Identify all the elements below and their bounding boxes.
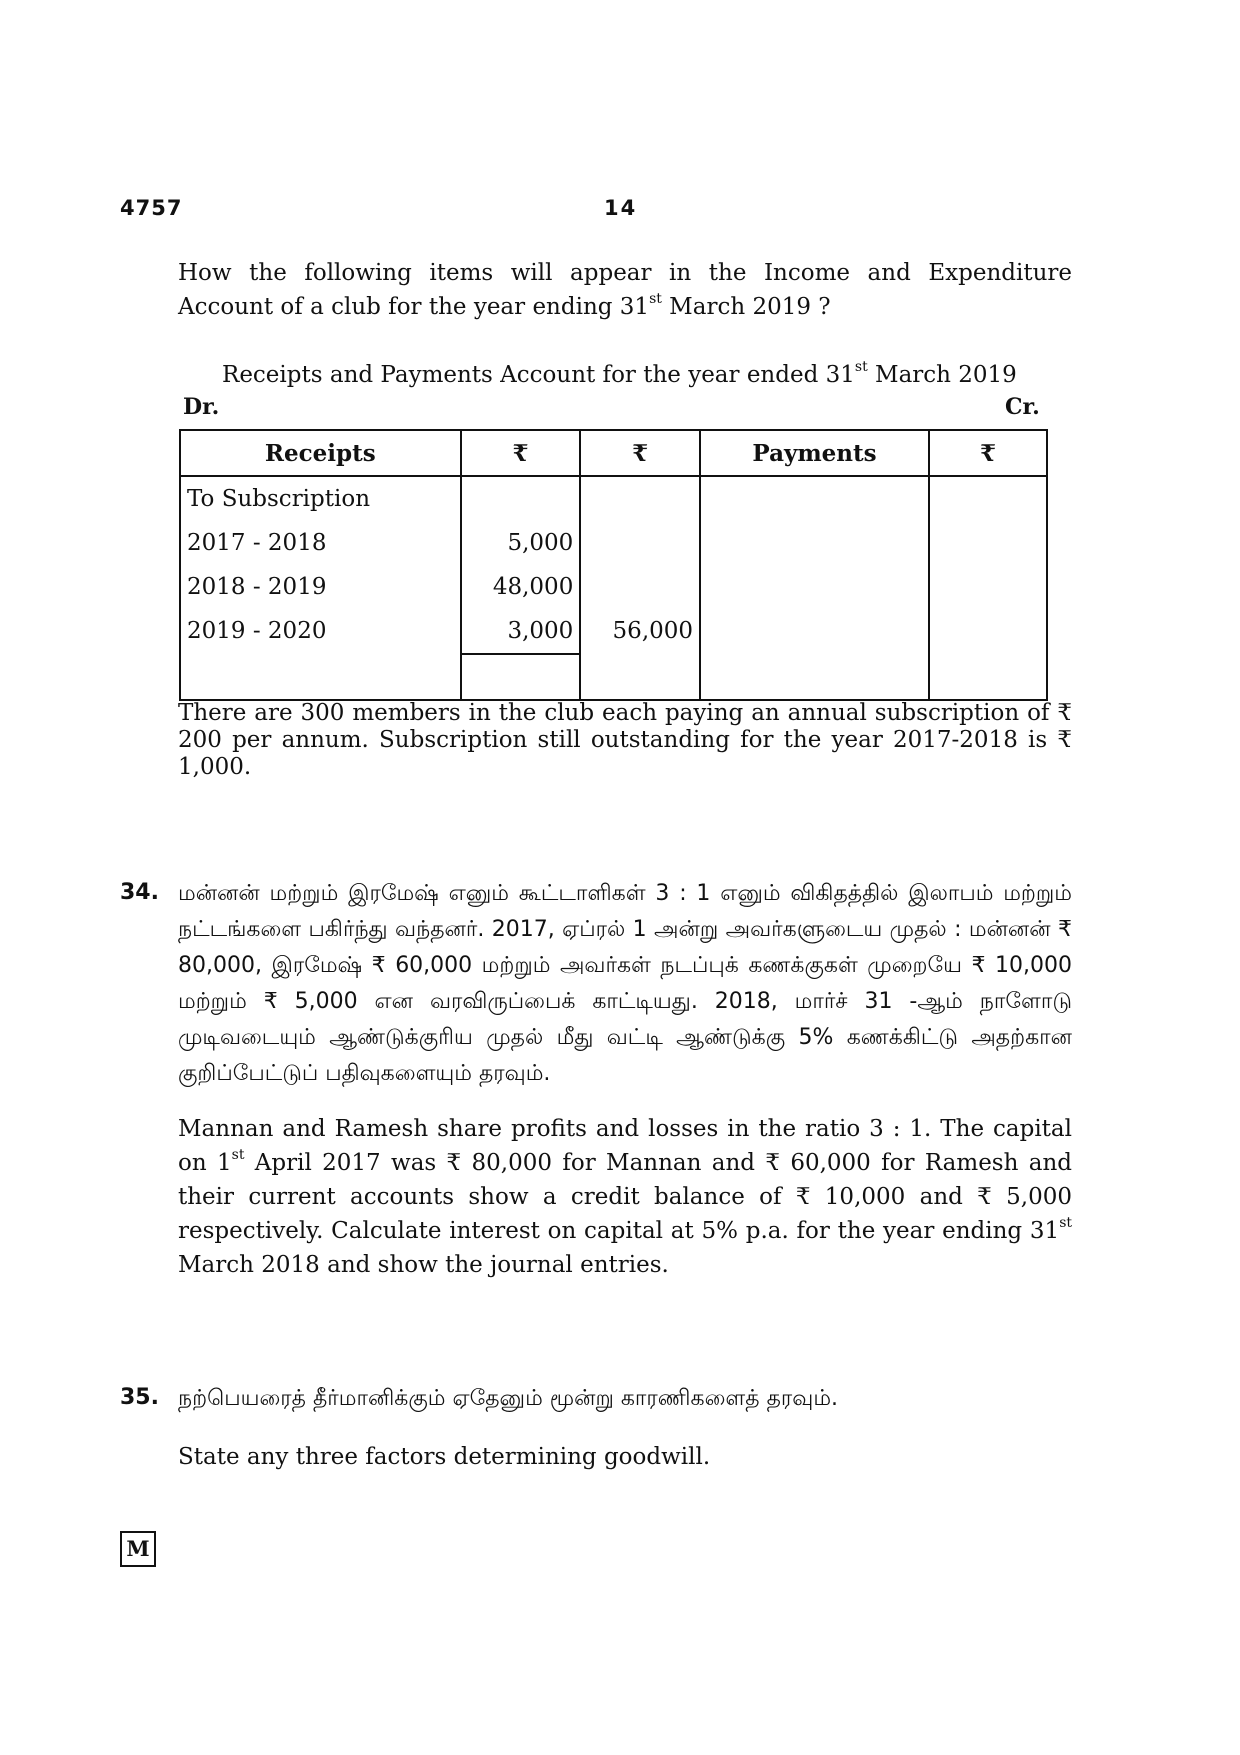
- amount-column-2: [580, 476, 700, 700]
- question-number-35: 35.: [120, 1385, 159, 1410]
- amount-cell: [462, 477, 580, 521]
- header-rupee-2: ₹: [580, 430, 700, 476]
- q34-tamil-text: மன்னன் மற்றும் இரமேஷ் எனும் கூட்டாளிகள் 3 : 1 எனும் விகிதத்தில் இலாபம் மற்றும் நட்டங்களை பகிர்ந்து வந்தனர். 2017, ஏப்ரல் 1 அன்று அவர்களுடைய முதல் : மன்னன் ₹ 80,000, இரமேஷ் ₹ 60,000 மற்றும் அவர்கள் நடப்புக் கணக்குகள் முறையே ₹ 10,000 மற்றும் ₹ 5,000 என வரவிருப்பைக் காட்டியது. 2018, மார்ச் 31 -ஆம் நாளோடு முடிவடையும் ஆண்டுக்குரிய முதல் மீது வட்டி ஆண்டுக்கு 5% கணக்கிட்டு அதற்கான குறிப்பேட்டுப் பதிவுகளையும் தரவும்.: [178, 881, 1072, 1086]
- receipt-item: 2018 - 2019: [187, 574, 327, 600]
- amount-cell: 3,000: [507, 618, 574, 644]
- q33-note: There are 300 members in the club each paying an annual subscription of ₹ 200 per annum. Subscription still outstanding for the year 2017-2018 is ₹ 1,000.: [178, 700, 1072, 780]
- header-rupee-1: ₹: [461, 430, 581, 476]
- header-rupee-3: ₹: [929, 430, 1047, 476]
- ledger-caption: Receipts and Payments Account for the year ended 31st March 2019: [222, 359, 1017, 388]
- question-number-34: 34.: [120, 880, 159, 905]
- q35-english-text: State any three factors determining goodwill.: [178, 1444, 711, 1470]
- paper-code: 4757: [120, 196, 183, 220]
- amount-column-1: [461, 476, 581, 700]
- medium-mark-box: M: [120, 1531, 156, 1567]
- payments-column: [700, 476, 929, 700]
- receipt-item: 2019 - 2020: [187, 618, 327, 644]
- q34-english-text: Mannan and Ramesh share profits and losses in the ratio 3 : 1. The capital on 1st April 2017 was ₹ 80,000 for Mannan and ₹ 60,000 for Ramesh and their current accounts show a credit balance of ₹ 10,000 and ₹ 5,000 respectively. Calculate interest on capital at 5% p.a. for the year ending 31st March 2018 and show the journal entries.: [178, 1116, 1072, 1278]
- header-payments: Payments: [700, 430, 929, 476]
- amount-cell: 5,000: [507, 530, 574, 556]
- subtotal-rule: [462, 653, 580, 699]
- q35-tamil-text: நற்பெயரைத் தீர்மானிக்கும் ஏதேனும் மூன்று காரணிகளைத் தரவும்.: [178, 1386, 839, 1411]
- debit-label: Dr.: [183, 394, 220, 420]
- table-header-row: [180, 430, 1047, 476]
- receipt-item: 2017 - 2018: [187, 530, 327, 556]
- table-body-row: [180, 476, 1047, 700]
- header-receipts: Receipts: [180, 430, 461, 476]
- receipts-column: [180, 476, 461, 700]
- total-amount: 56,000: [612, 618, 694, 644]
- amount-cell: 48,000: [492, 574, 574, 600]
- receipt-item: To Subscription: [187, 486, 371, 512]
- q33-intro: How the following items will appear in the Income and Expenditure Account of a club for the year ending 31st March 2019 ?: [178, 260, 1072, 320]
- receipts-payments-table: [179, 429, 1048, 701]
- payments-amount-column: [929, 476, 1047, 700]
- page-number: 14: [604, 196, 638, 220]
- credit-label: Cr.: [1005, 394, 1040, 420]
